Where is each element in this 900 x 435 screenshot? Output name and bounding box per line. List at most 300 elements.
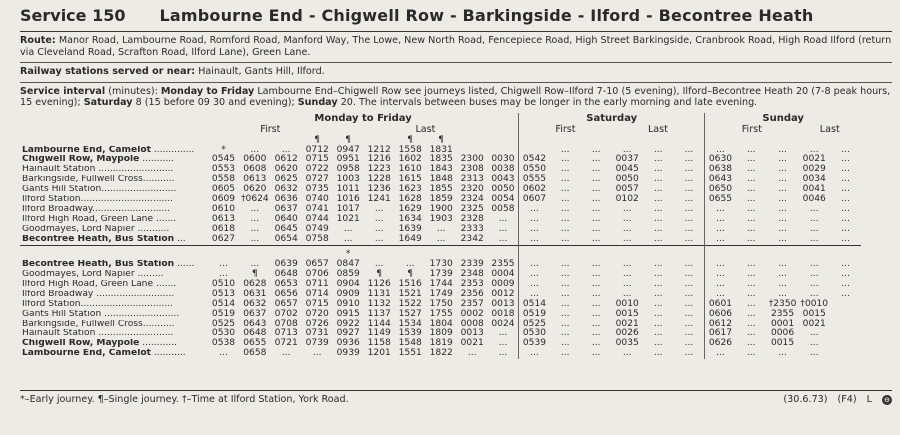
stop-label: Chigwell Row, Maypole	[22, 339, 140, 349]
railway-text: Hainault, Gants Hill, Ilford.	[198, 66, 325, 77]
departure-time: 1137	[367, 308, 391, 319]
departure-time: 0012	[491, 288, 515, 299]
departure-time: 0735	[305, 184, 329, 195]
departure-time: ...	[746, 268, 756, 279]
departure-time: 0041	[802, 184, 826, 195]
departure-time: 0731	[305, 328, 329, 339]
departure-time: ...	[705, 215, 736, 225]
departure-time: 0004	[491, 268, 515, 279]
journey-mark: ¶	[407, 134, 414, 145]
departure-time: 0650	[705, 185, 736, 195]
departure-time: ...	[684, 308, 694, 319]
service-number: Service 150	[20, 6, 126, 25]
departure-time: ...	[684, 223, 694, 234]
departure-time: ...	[653, 328, 663, 339]
departure-time: 0637	[243, 308, 267, 319]
departure-time: ...	[684, 278, 694, 289]
departure-time: 2324	[460, 194, 484, 205]
departure-time: ...	[841, 268, 850, 279]
departure-time: ...	[684, 298, 694, 309]
departure-time: ...	[622, 348, 632, 359]
departure-time: ...	[653, 268, 663, 279]
journey-mark: ¶	[314, 134, 321, 145]
stop-name	[20, 310, 208, 320]
departure-time: ...	[560, 213, 570, 224]
departure-time: ...	[622, 223, 632, 234]
departure-time: 0525	[211, 318, 236, 329]
departure-time: ...	[219, 348, 228, 359]
departure-time: 0002	[460, 308, 484, 319]
day-header-row	[20, 113, 861, 125]
departure-time: 1629	[398, 203, 422, 214]
departure-time: 0001	[770, 318, 795, 329]
departure-time: ...	[809, 328, 819, 339]
departure-time: 0606	[705, 310, 736, 320]
departure-time	[830, 349, 861, 359]
departure-time: 0720	[305, 308, 329, 319]
departure-time: ...	[519, 290, 550, 300]
departure-time: ...	[778, 213, 787, 224]
departure-time: ...	[841, 233, 850, 244]
stop-label: Hainault Station	[22, 329, 96, 339]
departure-time: ...	[746, 308, 756, 319]
departure-time: ...	[622, 288, 632, 299]
departure-time: ...	[684, 288, 694, 299]
journey-mark	[239, 136, 271, 146]
departure-time: 0514	[211, 298, 236, 309]
departure-time: ...	[591, 288, 601, 299]
departure-time: 2320	[460, 184, 484, 195]
departure-time: ...	[436, 233, 446, 244]
departure-time: 0015	[770, 338, 795, 349]
departure-time: 0607	[519, 195, 550, 205]
departure-time: ...	[560, 164, 570, 175]
departure-time: 0601	[705, 300, 736, 310]
journey-mark	[830, 136, 861, 146]
title-bar	[20, 6, 892, 32]
departure-time: ...	[591, 278, 601, 289]
departure-time: ...	[498, 213, 508, 224]
departure-time: ...	[684, 318, 694, 329]
stop-label: Ilford High Road, Green Lane	[22, 279, 154, 289]
departure-time: ...	[498, 223, 508, 234]
departure-time: ...	[841, 278, 850, 289]
stop-label: Ilford Station	[22, 299, 81, 309]
stop-label: Goodmayes, Lord Napier	[22, 269, 135, 279]
departure-time: ...	[841, 174, 850, 185]
journey-mark	[736, 136, 767, 146]
departure-time: 0542	[519, 155, 550, 165]
departure-time: 0034	[802, 174, 826, 185]
dot-leader: .........	[134, 269, 164, 279]
departure-time: 0610	[211, 203, 236, 214]
departure-time: 0625	[274, 174, 298, 185]
departure-time: ...	[778, 194, 787, 205]
dot-leader: ................................	[80, 195, 174, 205]
departure-time: ...	[560, 308, 570, 319]
departure-time: 1602	[398, 154, 422, 165]
departure-time: ...	[250, 203, 260, 214]
sub-header-first: First	[705, 125, 799, 136]
departure-time: ...	[591, 318, 601, 329]
day-header-saturday: Saturday	[519, 113, 705, 125]
stop-name	[20, 235, 208, 245]
stop-label: Lambourne End, Camelot	[22, 349, 151, 359]
departure-time: 0605	[211, 184, 236, 195]
departure-time: ...	[519, 225, 550, 235]
departure-time: 1236	[367, 184, 391, 195]
departure-time: 2357	[460, 298, 484, 309]
stop-name	[20, 165, 208, 175]
departure-time: ...	[250, 223, 260, 234]
departure-time: 1804	[429, 318, 453, 329]
departure-time: ...	[519, 235, 550, 245]
departure-time: ...	[705, 205, 736, 215]
departure-time: 1149	[367, 328, 391, 339]
departure-time: †0010	[800, 298, 829, 309]
departure-time: ...	[498, 233, 508, 244]
departure-time: ...	[746, 348, 756, 359]
departure-time: ...	[684, 259, 694, 270]
departure-time: 0021	[460, 338, 484, 349]
departure-time: 1223	[367, 164, 391, 175]
departure-time: ...	[653, 298, 663, 309]
stop-name	[20, 329, 208, 339]
departure-time: ...	[560, 203, 570, 214]
departure-time: 1639	[398, 223, 422, 234]
stop-label: Gants Hill Station	[22, 309, 102, 319]
departure-time: ...	[219, 259, 228, 270]
departure-time: 1011	[336, 184, 360, 195]
departure-time: 1730	[429, 259, 453, 270]
departure-time: ...	[591, 164, 601, 175]
departure-time: 1228	[367, 174, 391, 185]
departure-time: 0550	[519, 165, 550, 175]
departure-time: ...	[498, 328, 508, 339]
departure-time: 2300	[460, 154, 484, 165]
interval-unit: (minutes):	[108, 85, 158, 97]
route-title: Lambourne End - Chigwell Row - Barkingside - Ilford - Becontree Heath	[159, 6, 814, 25]
interval-sun-label: Sunday	[297, 97, 338, 108]
departure-time: 0620	[243, 184, 267, 195]
departure-time: ...	[684, 164, 694, 175]
stop-name	[20, 225, 208, 235]
departure-time: ...	[778, 268, 787, 279]
departure-time: 1859	[429, 194, 453, 205]
journey-mark	[208, 136, 239, 146]
departure-time: ...	[746, 318, 756, 329]
departure-time: 1017	[336, 203, 360, 214]
departure-time: ...	[746, 328, 756, 339]
departure-time: 1516	[398, 278, 422, 289]
departure-time: 0758	[305, 233, 329, 244]
departure-time: 1126	[367, 278, 391, 289]
departure-time: ...	[746, 203, 756, 214]
departure-time: ...	[591, 259, 601, 270]
departure-time: ...	[560, 144, 570, 155]
departure-time: ...	[809, 223, 819, 234]
departure-time: 0050	[491, 184, 515, 195]
departure-time: ...	[281, 144, 291, 155]
departure-time: 2339	[460, 259, 484, 270]
stop-name	[20, 215, 208, 225]
departure-time: 0910	[336, 298, 360, 309]
stop-name	[20, 185, 208, 195]
departure-time: 0013	[491, 298, 515, 309]
stop-label: Barkingside, Fullwell Cross	[22, 175, 143, 185]
departure-time: ...	[809, 288, 819, 299]
departure-time: ...	[778, 259, 787, 270]
departure-time: ...	[374, 233, 384, 244]
departure-time: ...	[560, 194, 570, 205]
departure-time: ...	[591, 268, 601, 279]
journey-mark: *	[345, 249, 351, 260]
departure-time: ...	[653, 259, 663, 270]
departure-time: 1522	[398, 298, 422, 309]
departure-time	[830, 329, 861, 339]
departure-time: 0558	[211, 174, 236, 185]
departure-time: 0638	[705, 165, 736, 175]
departure-time: ...	[684, 144, 694, 155]
departure-time: 1521	[398, 288, 422, 299]
departure-time: ...	[705, 146, 736, 156]
departure-time: 1649	[398, 233, 422, 244]
departure-time: 0620	[274, 164, 298, 175]
departure-time: ...	[591, 348, 601, 359]
departure-time: ...	[560, 184, 570, 195]
departure-time: ...	[778, 288, 787, 299]
dot-leader: ................................	[80, 299, 174, 309]
departure-time: 2328	[460, 213, 484, 224]
departure-time: 2342	[460, 233, 484, 244]
departure-time: ...	[809, 278, 819, 289]
departure-time: 2333	[460, 223, 484, 234]
railway-label: Railway stations served or near:	[20, 66, 196, 77]
departure-time: ...	[705, 260, 736, 270]
journey-mark	[581, 136, 612, 146]
departure-time: ...	[746, 278, 756, 289]
departure-time: 0015	[615, 308, 639, 319]
departure-time: 0102	[615, 194, 639, 205]
departure-time: 1623	[398, 184, 422, 195]
dot-leader: ............	[139, 339, 177, 349]
interval-info	[20, 83, 892, 112]
dot-leader: ...........	[134, 224, 170, 234]
route-label: Route:	[20, 35, 56, 46]
departure-time: 0643	[705, 175, 736, 185]
departure-time: 0947	[336, 144, 360, 155]
departure-time: 0643	[243, 318, 267, 329]
stop-name	[20, 290, 208, 300]
departure-time: ...	[467, 348, 477, 359]
departure-time: ...	[841, 154, 850, 165]
departure-time: ...	[809, 338, 819, 349]
departure-time: ...	[778, 154, 787, 165]
stop-label: Gants Hill Station	[22, 185, 102, 195]
departure-time: 0602	[519, 185, 550, 195]
departure-time: ...	[841, 203, 850, 214]
departure-time: 0739	[305, 338, 329, 349]
departure-time: ...	[809, 259, 819, 270]
departure-time: ...	[250, 213, 260, 224]
departure-time: 1216	[367, 154, 391, 165]
departure-time: ...	[653, 194, 663, 205]
departure-time: ...	[746, 338, 756, 349]
departure-time: 1843	[429, 164, 453, 175]
departure-time: 0626	[705, 339, 736, 349]
departure-time: ...	[841, 184, 850, 195]
inbound-row	[20, 349, 861, 359]
departure-time: 0706	[305, 268, 329, 279]
departure-time: ...	[519, 260, 550, 270]
departure-time: ...	[653, 278, 663, 289]
departure-time: ...	[705, 235, 736, 245]
departure-time: 1835	[429, 154, 453, 165]
dot-leader: ..............	[150, 145, 195, 155]
departure-time: ...	[778, 144, 787, 155]
departure-time: 0018	[491, 308, 515, 319]
departure-time: ...	[809, 233, 819, 244]
departure-time: 1750	[429, 298, 453, 309]
departure-time: 1241	[367, 194, 391, 205]
stop-label: Ilford High Road, Green Lane	[22, 214, 154, 224]
departure-time: ...	[653, 164, 663, 175]
journey-mark	[271, 136, 302, 146]
dot-leader: ...	[174, 234, 186, 244]
sub-header-first: First	[519, 125, 612, 136]
stop-name	[20, 175, 208, 185]
departure-time: 1615	[398, 174, 422, 185]
departure-time: 0951	[336, 154, 360, 165]
departure-time: 0630	[705, 155, 736, 165]
departure-time: 0658	[243, 348, 267, 359]
departure-time	[830, 339, 861, 349]
departure-time: 0708	[274, 318, 298, 329]
departure-time: 0058	[491, 203, 515, 214]
dot-leader: ...........................	[92, 204, 171, 214]
day-header-sunday: Sunday	[705, 113, 861, 125]
departure-time: 0021	[802, 154, 826, 165]
departure-time: 0721	[274, 338, 298, 349]
departure-time: 0915	[336, 308, 360, 319]
departure-time: 1610	[398, 164, 422, 175]
departure-time: ...	[591, 298, 601, 309]
departure-time: ...	[684, 348, 694, 359]
departure-time: 0657	[274, 298, 298, 309]
departure-time: 2353	[460, 278, 484, 289]
departure-time: 0657	[305, 259, 329, 270]
departure-time: ...	[591, 223, 601, 234]
departure-time: 0035	[615, 338, 639, 349]
stop-label: Chigwell Row, Maypole	[22, 155, 140, 165]
stop-label: Ilford Broadway	[22, 204, 92, 214]
dot-leader: ......	[174, 260, 195, 270]
departure-time: ...	[560, 174, 570, 185]
departure-time: ...	[746, 164, 756, 175]
interval-sat-text: 8 (15 before 09 30 and evening);	[135, 97, 295, 108]
journey-mark: ¶	[438, 134, 445, 145]
departure-time: 0639	[274, 259, 298, 270]
departure-time: 0632	[274, 184, 298, 195]
departure-time: ...	[684, 194, 694, 205]
departure-time: 0656	[274, 288, 298, 299]
departure-time: 0702	[274, 308, 298, 319]
departure-time: ...	[560, 288, 570, 299]
departure-time: ...	[746, 223, 756, 234]
underground-roundel-icon: ⊖	[882, 395, 892, 405]
departure-time	[830, 320, 861, 330]
departure-time: ...	[591, 144, 601, 155]
interval-mf-label: Monday to Friday	[160, 85, 255, 97]
departure-time: 2325	[460, 203, 484, 214]
departure-time: ...	[591, 308, 601, 319]
departure-time: 2308	[460, 164, 484, 175]
route-text: Manor Road, Lambourne Road, Romford Road, Manford Way, The Lowe, New North Road, Fencepiece Road, High Street Barkingside, Cranbrook Road, High Road Ilford (return via Cleveland Road, Scrafton Road, Ilford Lane), Green Lane.	[20, 35, 892, 58]
departure-time: ...	[374, 213, 384, 224]
outbound-journey-marks	[20, 136, 861, 146]
departure-time: 0927	[336, 328, 360, 339]
departure-time: ...	[519, 205, 550, 215]
departure-time: 0627	[211, 233, 236, 244]
departure-time: 0655	[243, 338, 267, 349]
departure-time: ...	[653, 213, 663, 224]
departure-time: 0046	[802, 194, 826, 205]
departure-time: ...	[560, 318, 570, 329]
departure-time: ...	[705, 290, 736, 300]
departure-time: ...	[746, 174, 756, 185]
departure-time	[830, 310, 861, 320]
departure-time: ...	[778, 203, 787, 214]
stop-label: Ilford Station	[22, 195, 81, 205]
departure-time: ...	[705, 270, 736, 280]
departure-time: ...	[746, 194, 756, 205]
departure-time: 0555	[519, 175, 550, 185]
departure-time: ...	[653, 203, 663, 214]
departure-time: ...	[622, 268, 632, 279]
departure-time: 0006	[770, 328, 795, 339]
footnotes: *–Early journey. ¶–Single journey. †–Time at Ilford Station, York Road.	[20, 394, 349, 405]
departure-time: ...	[622, 144, 632, 155]
departure-time: ¶	[251, 268, 258, 279]
departure-time: 1021	[336, 213, 360, 224]
sub-header-last: Last	[415, 124, 436, 136]
departure-time: ...	[684, 233, 694, 244]
departure-time: 0029	[802, 164, 826, 175]
stop-label: Barkingside, Fullwell Cross	[22, 319, 143, 329]
departure-time: 0021	[615, 318, 639, 329]
stop-label: Hainault Station	[22, 165, 96, 175]
dot-leader: ...........	[142, 175, 175, 185]
dot-leader: ..........................	[101, 309, 180, 319]
stop-name	[20, 155, 208, 165]
departure-time: ...	[519, 215, 550, 225]
departure-time: 0026	[615, 328, 639, 339]
departure-time: ...	[250, 233, 260, 244]
stop-name	[20, 320, 208, 330]
departure-time: ...	[746, 154, 756, 165]
departure-time: 0637	[274, 203, 298, 214]
stop-name	[20, 260, 208, 270]
departure-time: ...	[498, 348, 508, 359]
departure-time: ...	[374, 223, 384, 234]
departure-time: 1212	[367, 144, 391, 155]
departure-time: 1755	[429, 308, 453, 319]
journey-mark	[488, 136, 519, 146]
departure-time: 0013	[460, 328, 484, 339]
departure-time: 1158	[367, 338, 391, 349]
departure-time: ...	[591, 233, 601, 244]
departure-time: ...	[778, 233, 787, 244]
